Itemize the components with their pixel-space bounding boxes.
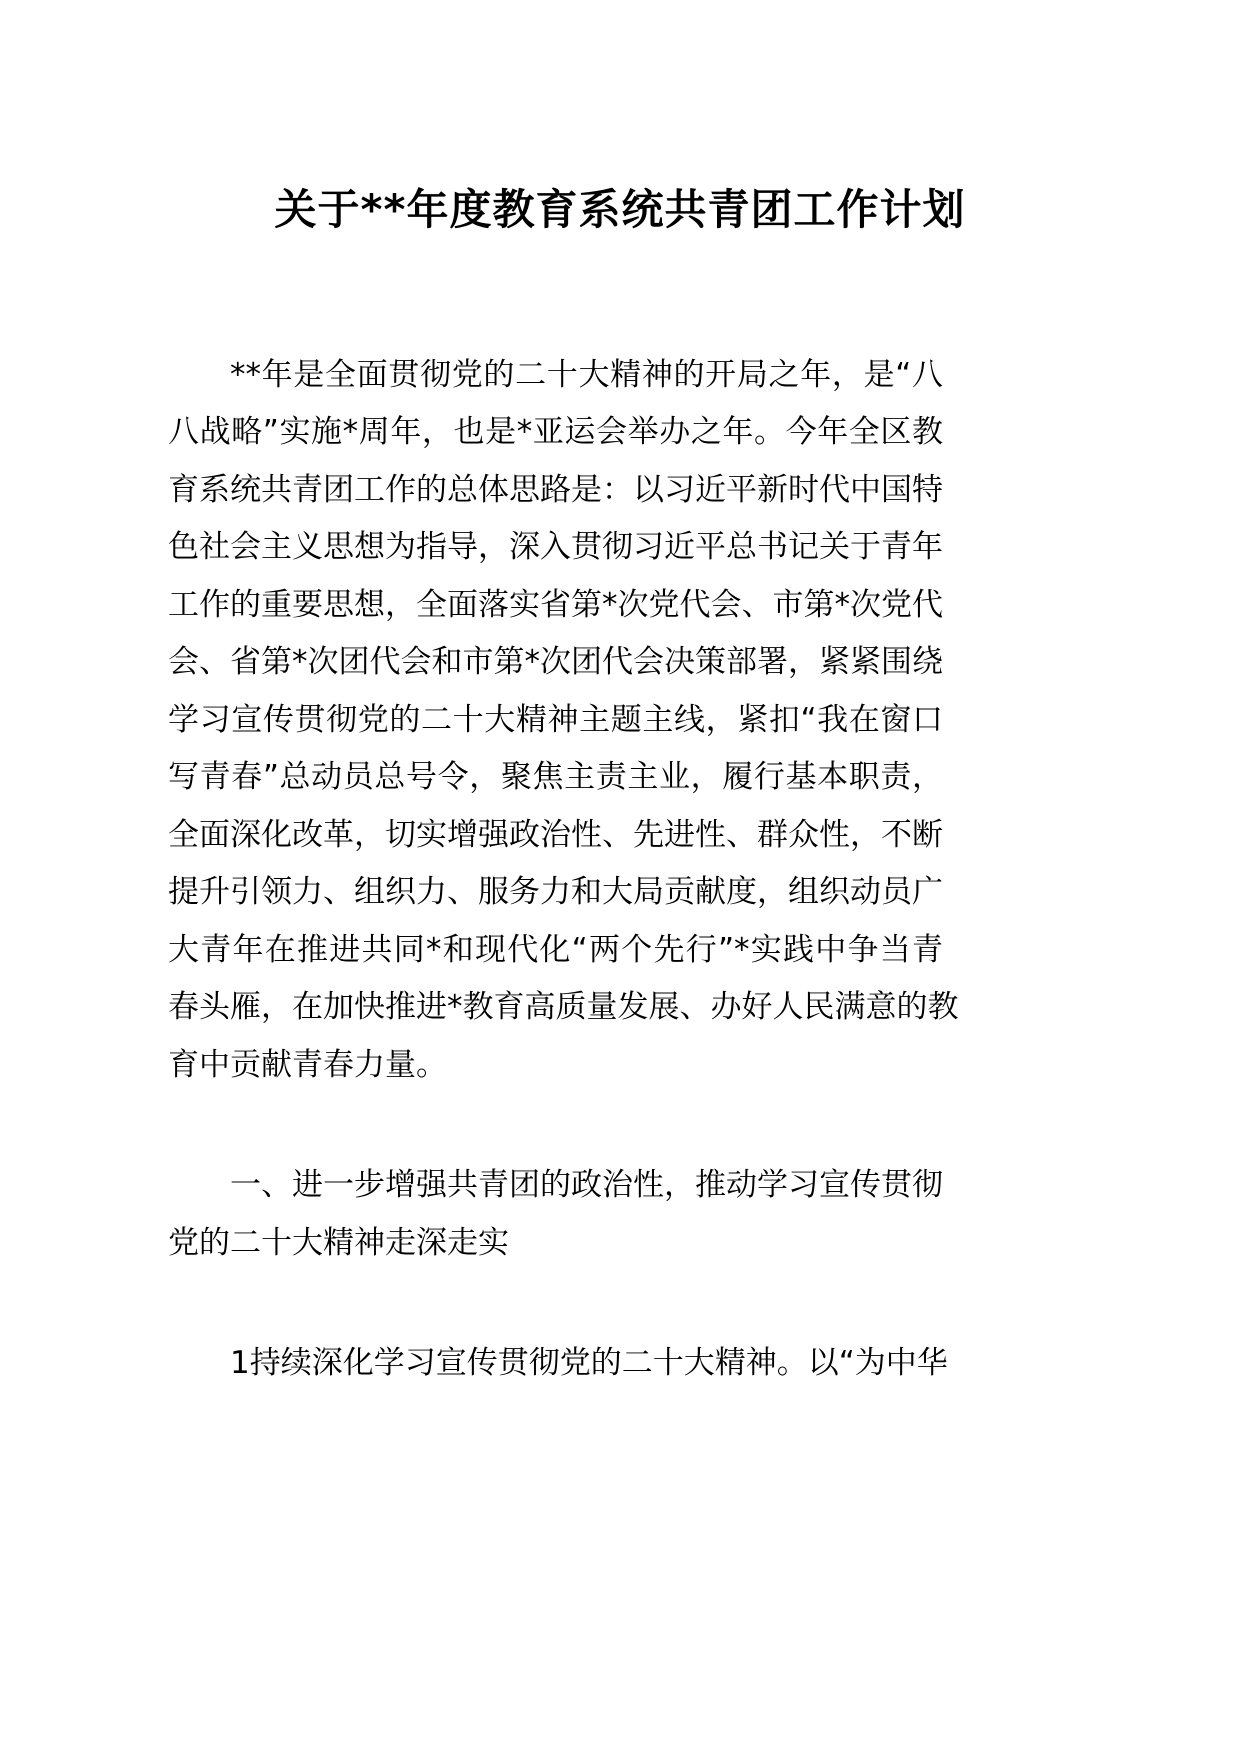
paragraph-line: 学习宣传贯彻党的二十大精神主题主线，紧扣“我在窗口 <box>168 702 943 738</box>
paragraph-line: 色社会主义思想为指导，深入贯彻习近平总书记关于青年 <box>168 529 943 565</box>
paragraph-line: 育中贡献青春力量。 <box>168 1047 447 1083</box>
paragraph-line: **年是全面贯彻党的二十大精神的开局之年，是“八 <box>230 357 943 393</box>
document-title: 关于**年度教育系统共青团工作计划 <box>274 185 966 234</box>
paragraph-line: 大青年在推进共同*和现代化“两个先行”*实践中争当青 <box>168 932 943 968</box>
heading-line: 党的二十大精神走深走实 <box>168 1225 509 1261</box>
heading-line: 一、进一步增强共青团的政治性，推动学习宣传贯彻 <box>230 1167 943 1203</box>
paragraph-line: 会、省第*次团代会和市第*次团代会决策部署，紧紧围绕 <box>168 644 943 680</box>
paragraph-line: 1持续深化学习宣传贯彻党的二十大精神。以“为中华 <box>230 1345 948 1381</box>
paragraph-line: 工作的重要思想，全面落实省第*次党代会、市第*次党代 <box>168 587 943 623</box>
paragraph-line: 八战略”实施*周年，也是*亚运会举办之年。今年全区教 <box>168 414 943 450</box>
paragraph-line: 写青春”总动员总号令，聚焦主责主业，履行基本职责， <box>168 759 943 795</box>
paragraph-line: 育系统共青团工作的总体思路是：以习近平新时代中国特 <box>168 472 943 508</box>
paragraph-line: 全面深化改革，切实增强政治性、先进性、群众性，不断 <box>168 817 943 853</box>
paragraph-line: 春头雁，在加快推进*教育高质量发展、办好人民满意的教 <box>168 989 959 1025</box>
paragraph-line: 提升引领力、组织力、服务力和大局贡献度，组织动员广 <box>168 874 943 910</box>
